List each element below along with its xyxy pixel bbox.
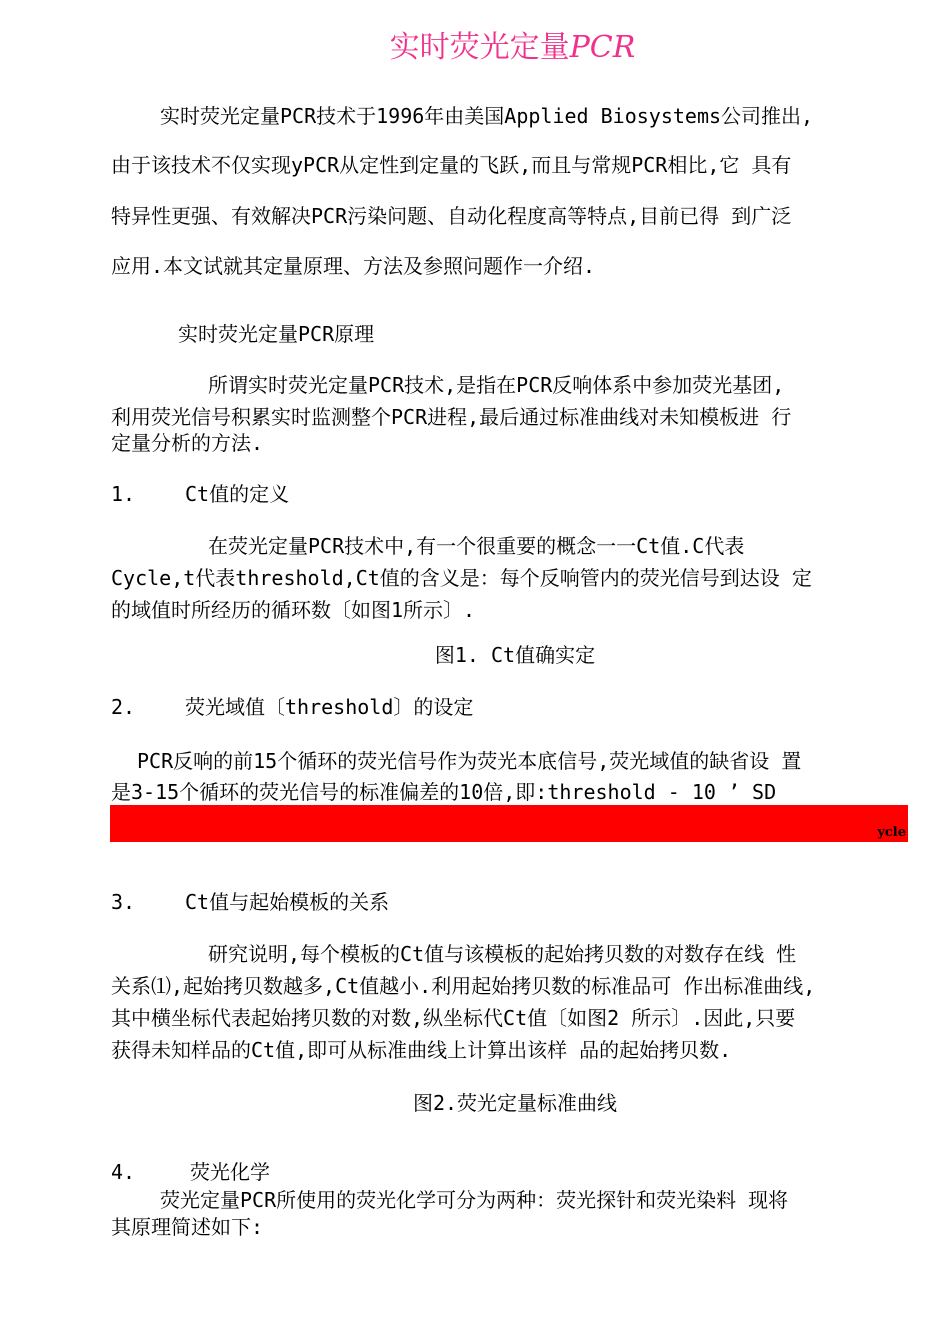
section1-line-2: Cycle,t代表threshold,Ct值的含义是：每个反响管内的荧光信号到达设 定 bbox=[111, 566, 812, 590]
section3-line-3: 其中横坐标代表起始拷贝数的对数,纵坐标代Ct值〔如图2 所示〕.因此,只要 bbox=[111, 1006, 796, 1030]
section2-heading: 荧光域值〔threshold〕的设定 bbox=[185, 695, 474, 719]
section3-line-1: 研究说明,每个模板的Ct值与该模板的起始拷贝数的对数存在线 性 bbox=[208, 942, 797, 966]
intro-line-4: 应用.本文试就其定量原理、方法及参照问题作一介绍. bbox=[111, 254, 596, 278]
intro-line-2: 由于该技术不仅实现yPCR从定性到定量的飞跃,而且与常规PCR相比,它 具有 bbox=[111, 153, 792, 177]
figure2-caption: 图2.荧光定量标准曲线 bbox=[412, 1091, 618, 1115]
section3-heading: Ct值与起始模板的关系 bbox=[185, 890, 390, 914]
section3-line-2: 关系⑴,起始拷贝数越多,Ct值越小.利用起始拷贝数的标准品可 作出标准曲线, bbox=[111, 974, 816, 998]
band-subscript: ycle bbox=[877, 825, 906, 840]
document-title bbox=[0, 22, 950, 66]
intro-line-3: 特异性更强、有效解决PCR污染问题、自动化程度高等特点,目前已得 到广泛 bbox=[111, 204, 792, 228]
principle-line-3: 定量分析的方法. bbox=[111, 431, 264, 455]
section3-number: 3. bbox=[111, 890, 136, 914]
section2-line-2: 是3-15个循环的荧光信号的标准偏差的10倍,即:threshold - 10 ’ SD bbox=[111, 780, 777, 804]
principle-line-2: 利用荧光信号积累实时监测整个PCR进程,最后通过标准曲线对未知模板进 行 bbox=[111, 405, 792, 429]
section2-line-1: PCR反响的前15个循环的荧光信号作为荧光本底信号,荧光域值的缺省设 置 bbox=[137, 749, 802, 773]
section1-number: 1. bbox=[111, 482, 136, 506]
title-latin: PCR bbox=[569, 30, 636, 65]
section1-line-1: 在荧光定量PCR技术中,有一个很重要的概念一一Ct值.C代表 bbox=[208, 534, 745, 558]
section3-line-4: 获得未知样品的Ct值,即可从标准曲线上计算出该样 品的起始拷贝数. bbox=[111, 1038, 732, 1062]
principle-line-1: 所谓实时荧光定量PCR技术,是指在PCR反响体系中参加荧光基团, bbox=[208, 373, 785, 397]
principle-heading: 实时荧光定量PCR原理 bbox=[178, 322, 375, 346]
section1-heading: Ct值的定义 bbox=[185, 482, 290, 506]
highlight-band bbox=[110, 805, 908, 842]
title-chinese: 实时荧光定量 bbox=[389, 30, 570, 65]
section4-line-1: 荧光定量PCR所使用的荧光化学可分为两种：荧光探针和荧光染料 现将 bbox=[160, 1188, 789, 1212]
section4-heading: 荧光化学 bbox=[190, 1160, 270, 1184]
section4-line-2: 其原理简述如下: bbox=[111, 1215, 264, 1239]
section2-number: 2. bbox=[111, 695, 136, 719]
intro-line-1: 实时荧光定量PCR技术于1996年由美国Applied Biosystems公司推出, bbox=[160, 104, 814, 128]
figure1-caption: 图1. Ct值确实定 bbox=[434, 643, 596, 667]
section1-line-3: 的域值时所经历的循环数〔如图1所示〕. bbox=[111, 598, 476, 622]
section4-number: 4. bbox=[111, 1160, 136, 1184]
